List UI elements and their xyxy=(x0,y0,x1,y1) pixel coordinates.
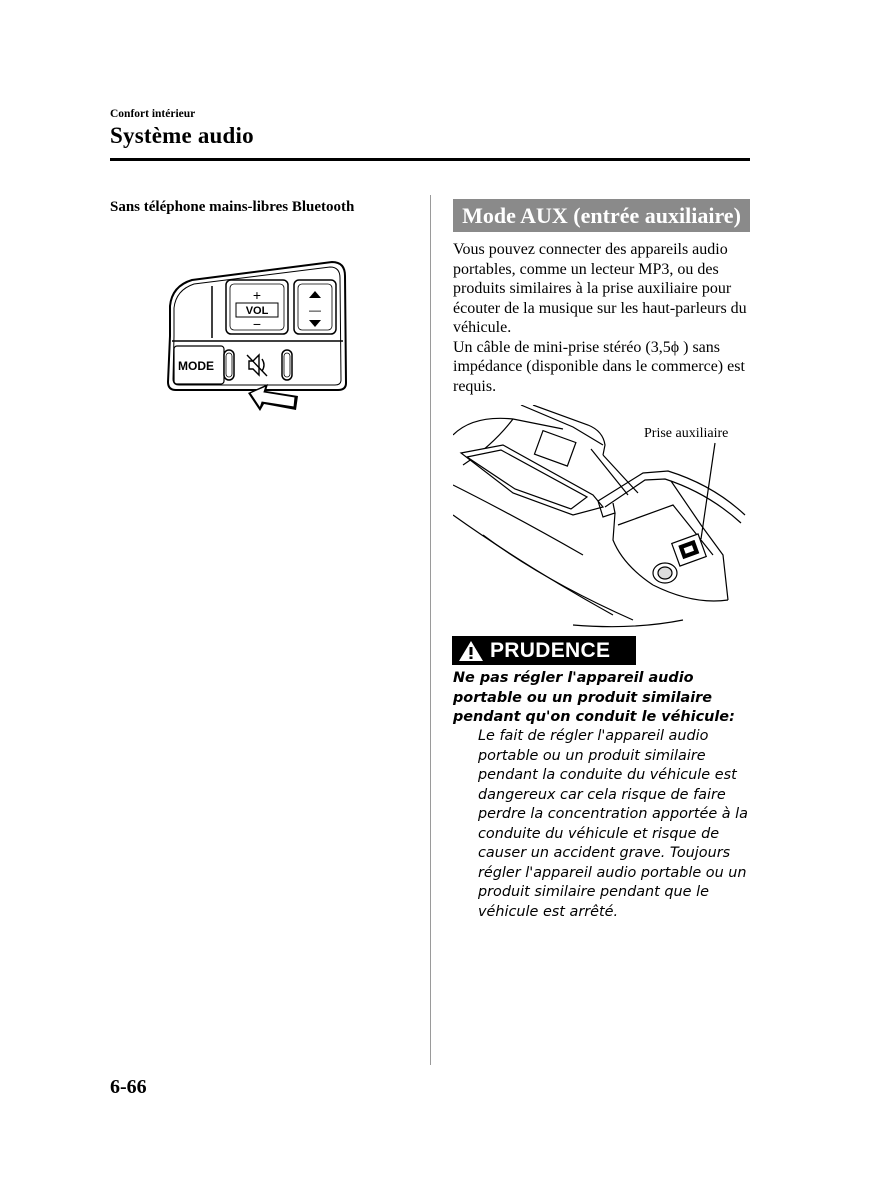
prudence-label: PRUDENCE xyxy=(490,638,611,662)
bluetooth-heading: Sans téléphone mains-libres Bluetooth xyxy=(110,199,355,215)
steering-switch-illustration xyxy=(160,258,360,416)
aux-jack-label: Prise auxiliaire xyxy=(644,426,729,441)
warning-triangle-icon xyxy=(458,640,484,662)
page-number: 6-66 xyxy=(110,1076,147,1098)
caution-body: Le fait de régler l'appareil audio portable ou un produit similaire pendant la conduite du véhicule est dangereux car cela risque de faire perdre la concentration apportée à la conduite du véhicule et risque de causer un accident grave. Toujours régler l'appareil audio portable ou un produit similaire pendant que le véhicule est arrêté. xyxy=(478,728,748,920)
caution-heading: Ne pas régler l'appareil audio portable ou un produit similaire pendant qu'on conduit le véhicule: xyxy=(453,670,735,725)
mode-label: MODE xyxy=(178,359,214,373)
column-divider xyxy=(430,195,431,1065)
vol-minus-symbol: − xyxy=(252,316,262,332)
aux-paragraph-2: Un câble de mini-prise stéréo (3,5ϕ ) sans impédance (disponible dans le commerce) est requis. xyxy=(453,338,745,395)
aux-paragraph-1: Vous pouvez connecter des appareils audio portables, comme un lecteur MP3, ou des produits similaires à la prise auxiliaire pour écouter de la musique sur les haut-parleurs du véhicule. xyxy=(453,241,747,336)
prudence-badge xyxy=(452,636,636,665)
title-rule xyxy=(110,158,750,161)
section-label: Confort intérieur xyxy=(110,108,196,120)
seek-dash-symbol: — xyxy=(309,303,321,317)
aux-body-text xyxy=(453,240,753,396)
vol-plus-symbol: + xyxy=(252,287,262,303)
aux-mode-heading: Mode AUX (entrée auxiliaire) xyxy=(453,199,750,232)
vol-label: VOL xyxy=(245,305,269,317)
page-title: Système audio xyxy=(110,123,254,148)
